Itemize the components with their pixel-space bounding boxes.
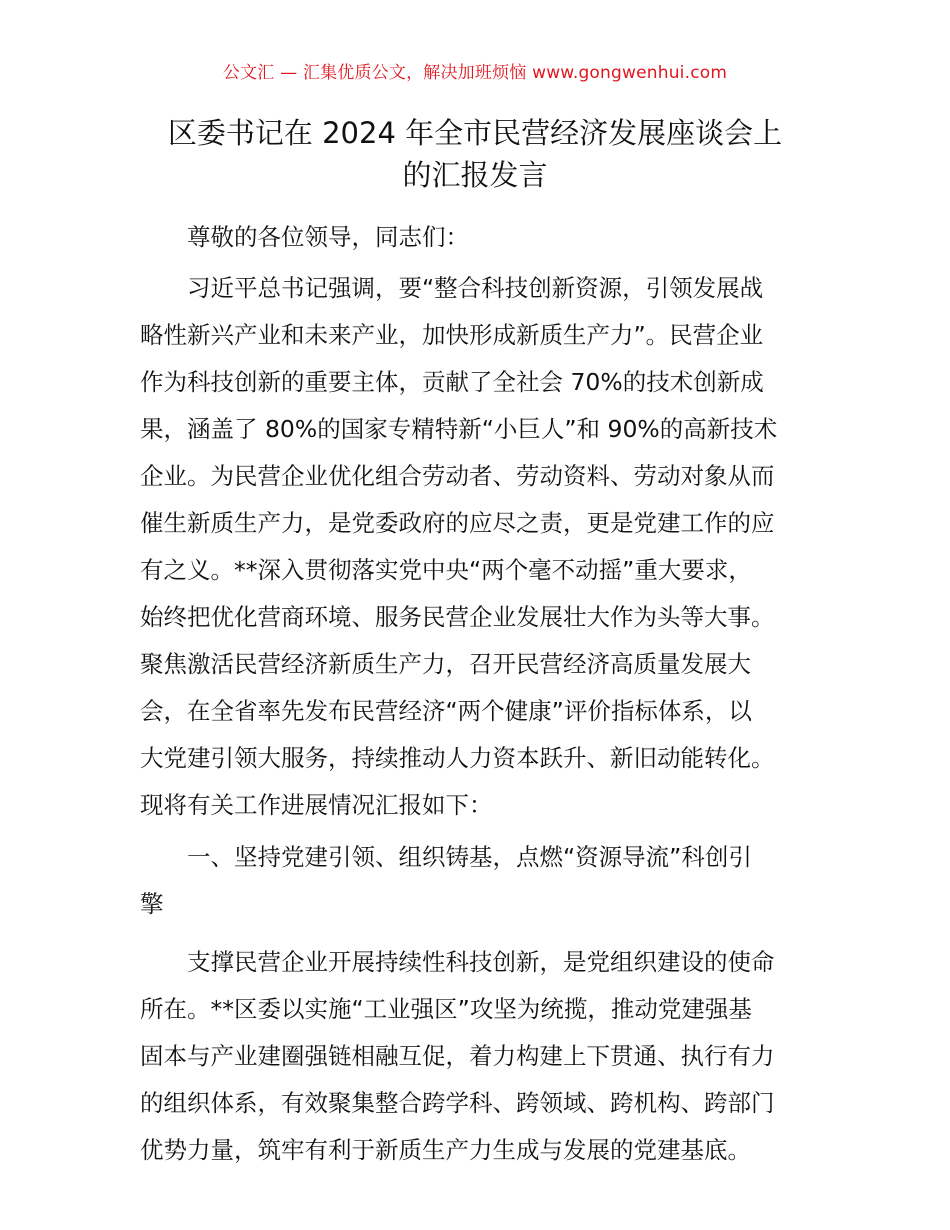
salutation: 尊敬的各位领导，同志们： [187,223,469,251]
text-line: 企业。为民营企业优化组合劳动者、劳动资料、劳动对象从而 [140,462,775,490]
text-line: 催生新质生产力，是党委政府的应尽之责，更是党建工作的应 [140,509,775,537]
text-line: 始终把优化营商环境、服务民营企业发展壮大作为头等大事。 [140,603,775,631]
text-line: 的组织体系，有效聚集整合跨学科、跨领域、跨机构、跨部门 [140,1089,775,1117]
text-line: 略性新兴产业和未来产业，加快形成新质生产力”。民营企业 [140,321,764,349]
text-line: 果，涵盖了 80%的国家专精特新“小巨人”和 90%的高新技术 [140,415,778,443]
document-title [120,112,830,196]
text-line: 所在。**区委以实施“工业强区”攻坚为统揽，推动党建强基 [140,995,752,1023]
text-line: 会，在全省率先发布民营经济“两个健康”评价指标体系，以 [140,697,752,725]
title-line: 的汇报发言 [402,158,548,192]
text-line: 有之义。**深入贯彻落实党中央“两个毫不动摇”重大要求， [140,556,752,584]
text-line: 习近平总书记强调，要“整合科技创新资源，引领发展战 [187,274,764,302]
text-line: 大党建引领大服务，持续推动人力资本跃升、新旧动能转化。 [140,744,775,772]
text-line: 固本与产业建圈强链相融互促，着力构建上下贯通、执行有力 [140,1042,775,1070]
title-line: 区委书记在 2024 年全市民营经济发展座谈会上 [167,116,783,150]
text-line: 支撑民营企业开展持续性科技创新，是党组织建设的使命 [187,948,775,976]
text-line: 现将有关工作进展情况汇报如下： [140,791,493,819]
heading-line: 擎 [140,890,164,918]
heading-line: 一、坚持党建引领、组织铸基，点燃“资源导流”科创引 [187,843,752,871]
text-line: 聚焦激活民营经济新质生产力，召开民营经济高质量发展大 [140,650,751,678]
site-banner: 公文汇 — 汇集优质公文，解决加班烦恼 www.gongwenhui.com [222,63,728,83]
text-line: 优势力量，筑牢有利于新质生产力生成与发展的党建基底。 [140,1136,751,1164]
text-line: 作为科技创新的重要主体，贡献了全社会 70%的技术创新成 [140,368,764,396]
